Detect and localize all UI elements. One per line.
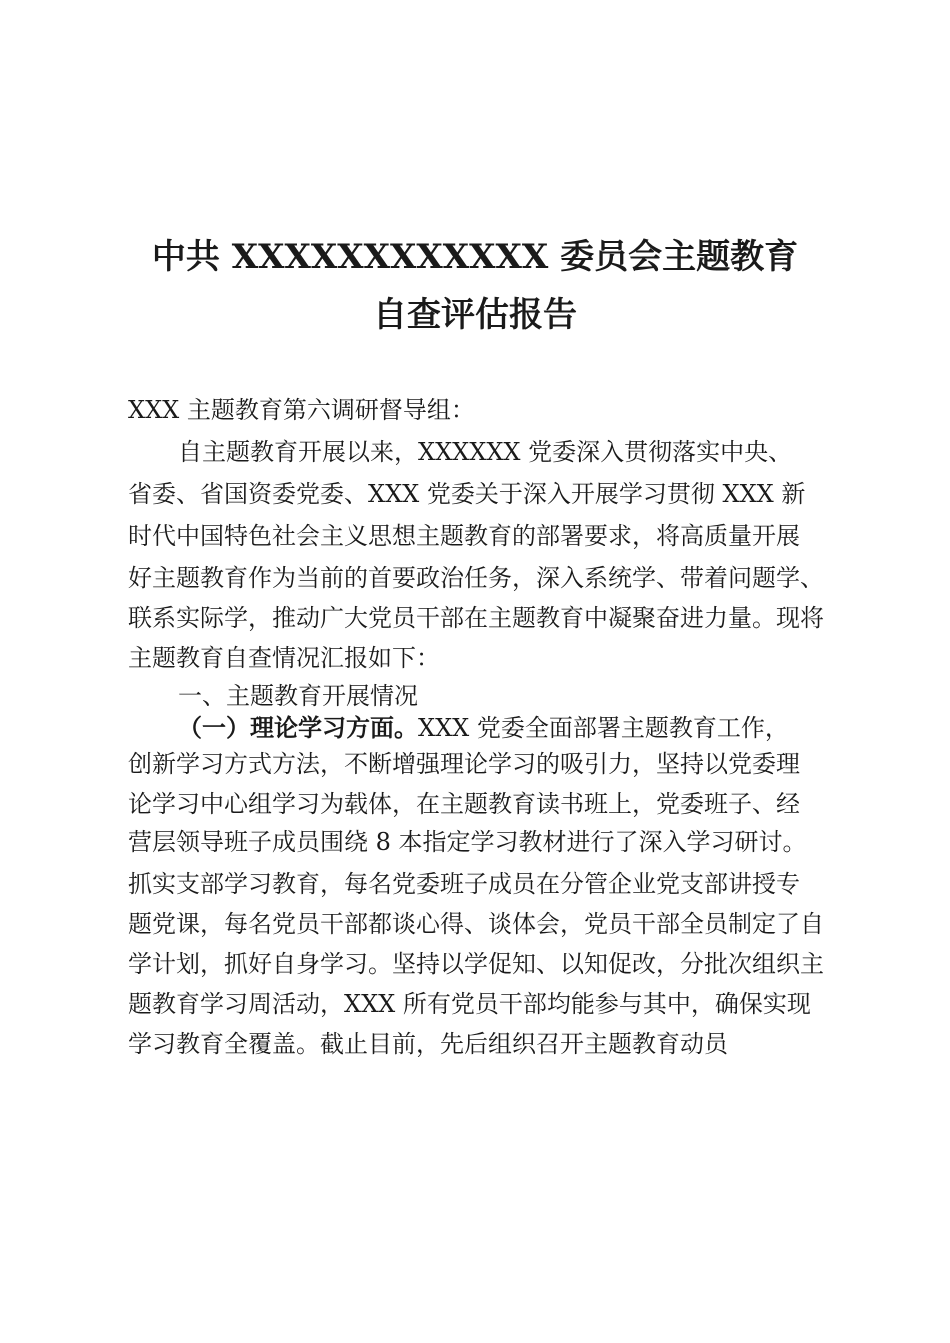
subsection-first-line-text: XXX 党委全面部署主题教育工作，: [418, 714, 789, 742]
salutation: XXX 主题教育第六调研督导组：: [128, 396, 475, 424]
intro-line: 主题教育自查情况汇报如下：: [128, 644, 440, 672]
intro-line: 自主题教育开展以来，XXXXXX 党委深入贯彻落实中央、: [178, 438, 793, 466]
body-line: 学习教育全覆盖。截止目前，先后组织召开主题教育动员: [128, 1030, 728, 1058]
body-line: 题教育学习周活动，XXX 所有党员干部均能参与其中，确保实现: [128, 990, 811, 1018]
intro-line: 省委、省国资委党委、XXX 党委关于深入开展学习贯彻 XXX 新: [128, 480, 806, 508]
body-line: 抓实支部学习教育，每名党委班子成员在分管企业党支部讲授专: [128, 870, 800, 898]
body-line: 创新学习方式方法，不断增强理论学习的吸引力，坚持以党委理: [128, 750, 800, 778]
intro-line: 好主题教育作为当前的首要政治任务，深入系统学、带着问题学、: [128, 564, 824, 592]
intro-line: 联系实际学，推动广大党员干部在主题教育中凝聚奋进力量。现将: [128, 604, 824, 632]
body-line: 营层领导班子成员围绕 8 本指定学习教材进行了深入学习研讨。: [128, 828, 807, 856]
subsection-heading: （一）理论学习方面。: [178, 714, 418, 742]
document-title-line-1: 中共 XXXXXXXXXXXX 委员会主题教育: [151, 237, 799, 277]
section-heading: 一、主题教育开展情况: [178, 682, 418, 710]
intro-line: 时代中国特色社会主义思想主题教育的部署要求，将高质量开展: [128, 522, 800, 550]
document-title-line-2: 自查评估报告: [373, 295, 577, 335]
body-line: 学计划，抓好自身学习。坚持以学促知、以知促改，分批次组织主: [128, 950, 824, 978]
body-line: 论学习中心组学习为载体，在主题教育读书班上，党委班子、经: [128, 790, 800, 818]
body-line: 题党课，每名党员干部都谈心得、谈体会，党员干部全员制定了自: [128, 910, 824, 938]
subsection-first-line: [178, 716, 789, 740]
